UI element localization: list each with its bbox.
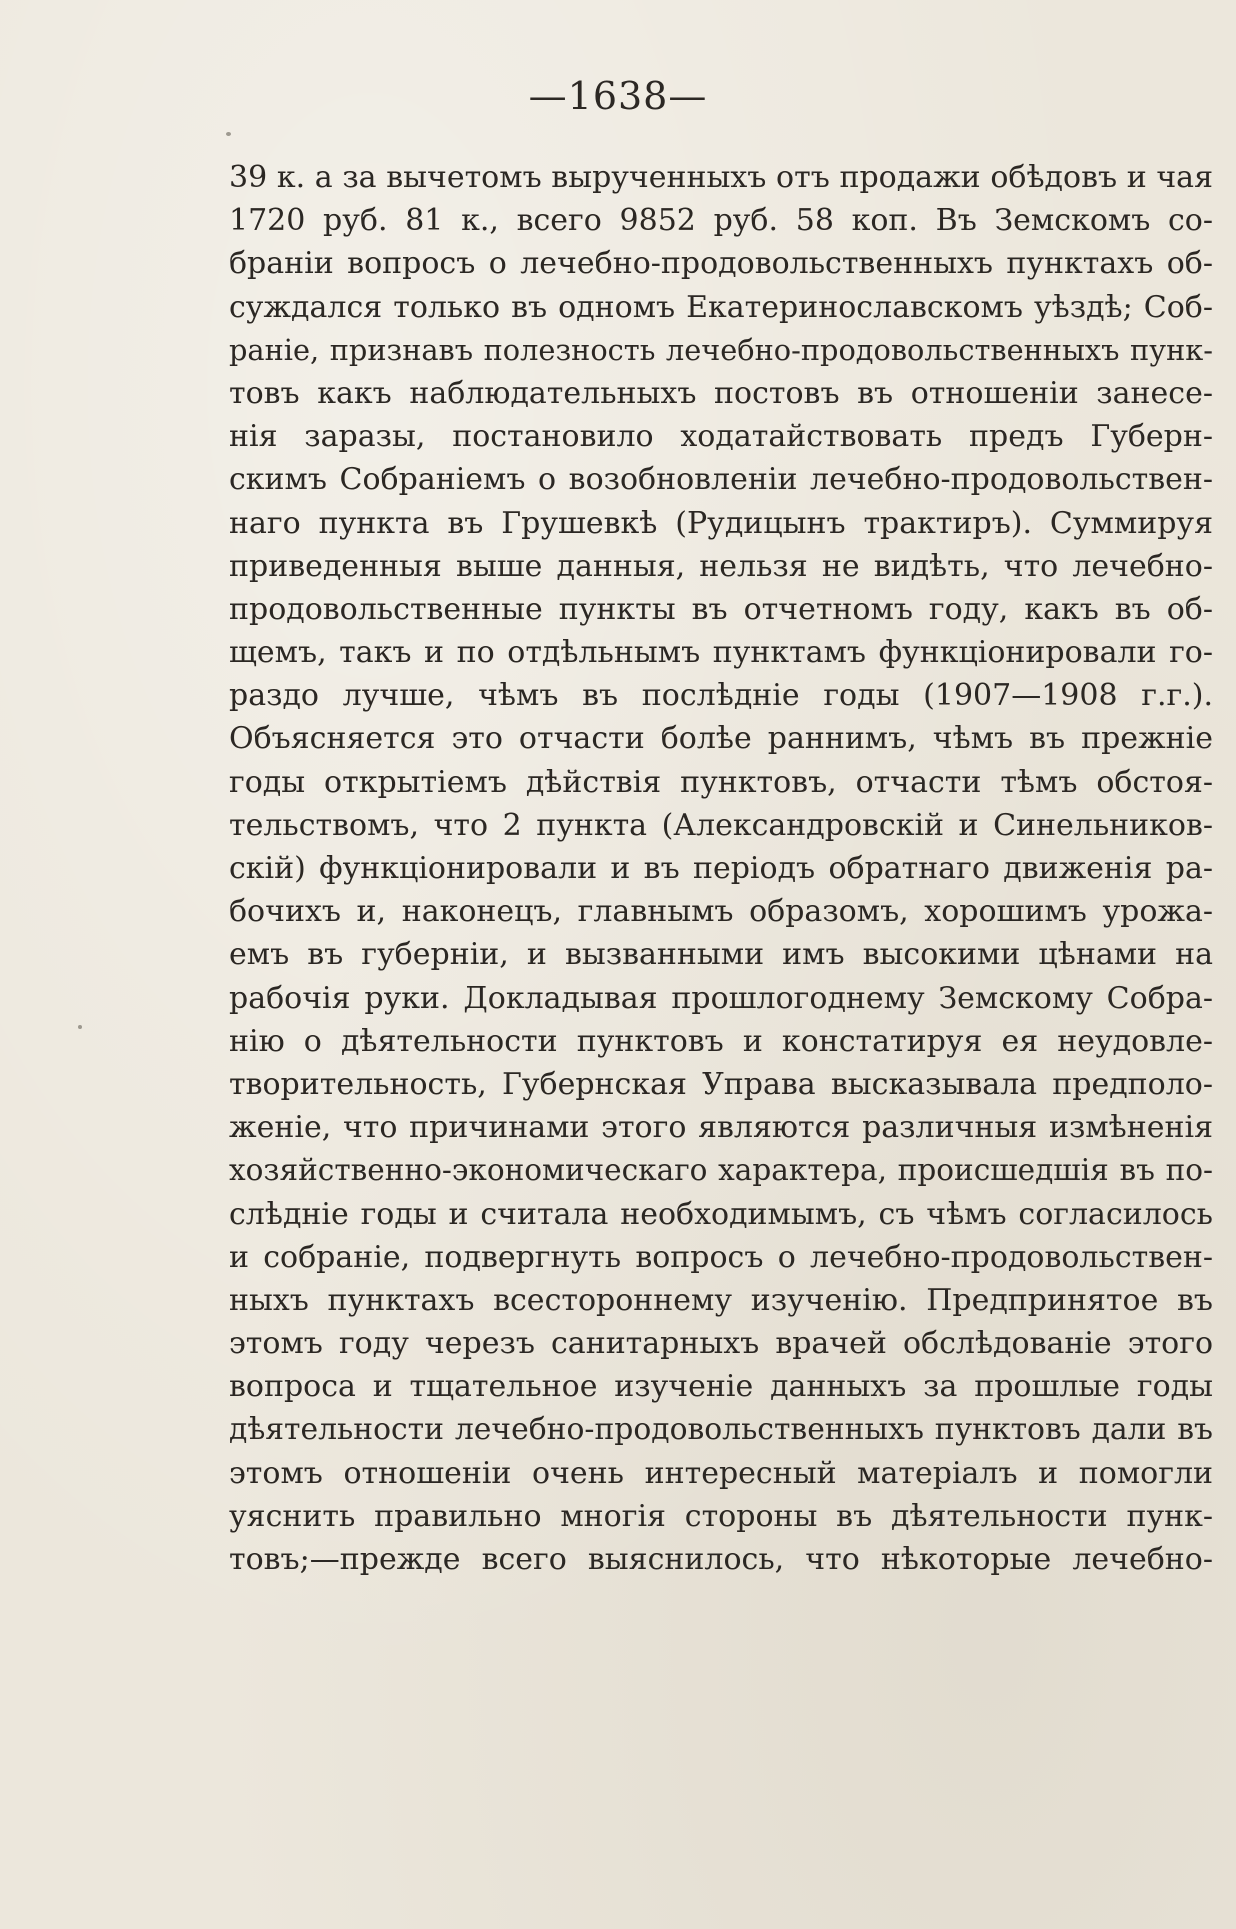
text-line: скiй) функцiонировали и въ перiодъ обратнаго движенiя ра-	[229, 851, 1213, 886]
text-line: ныхъ пунктахъ всестороннему изученiю. Предпринятое въ	[229, 1282, 1213, 1318]
text-line: дѣятельности лечебно-продовольственныхъ пунктовъ дали въ	[229, 1412, 1213, 1448]
text-line: раздо лучше, чѣмъ въ послѣднiе годы (1907—1908 г.г.).	[229, 678, 1213, 714]
text-line: емъ въ губернiи, и вызванными имъ высокими цѣнами на	[229, 937, 1213, 973]
text-line: уяснить правильно многiя стороны въ дѣятельности пунк-	[229, 1498, 1213, 1534]
text-line: слѣднiе годы и считала необходимымъ, съ чѣмъ согласилось	[229, 1196, 1213, 1232]
body-text	[229, 156, 1213, 1581]
text-line: хозяйственно-экономическаго характера, происшедшiя въ по-	[229, 1153, 1213, 1188]
text-line: годы открытiемъ дѣйствiя пунктовъ, отчасти тѣмъ обстоя-	[229, 764, 1213, 800]
text-line: этомъ отношенiи очень интересный матерiалъ и помогли	[229, 1455, 1213, 1491]
text-line: скимъ Собранiемъ о возобновленiи лечебно-продовольствен-	[229, 462, 1213, 498]
text-line: и собранiе, подвергнуть вопросъ о лечебно-продовольствен-	[229, 1239, 1213, 1275]
text-line: приведенныя выше данныя, нельзя не видѣть, что лечебно-	[229, 548, 1213, 584]
page-number: —1638—	[528, 74, 708, 118]
text-line: товъ;—прежде всего выяснилось, что нѣкоторые лечебно-	[229, 1542, 1213, 1577]
text-line: нiя заразы, постановило ходатайствовать предъ Губерн-	[229, 419, 1213, 455]
text-line: 39 к. а за вычетомъ вырученныхъ отъ продажи обѣдовъ и чая	[229, 160, 1213, 195]
text-line: суждался только въ одномъ Екатеринославскомъ уѣздѣ; Соб-	[229, 289, 1213, 325]
text-line: вопроса и тщательное изученiе данныхъ за прошлые годы	[229, 1369, 1213, 1405]
text-line: бочихъ и, наконецъ, главнымъ образомъ, хорошимъ урожа-	[229, 894, 1213, 930]
text-line: женiе, что причинами этого являются различныя измѣненiя	[229, 1110, 1213, 1146]
text-line: 1720 руб. 81 к., всего 9852 руб. 58 коп. Въ Земскомъ со-	[229, 203, 1213, 239]
text-line: наго пункта въ Грушевкѣ (Рудицынъ трактиръ). Суммируя	[229, 505, 1213, 541]
text-line: ранiе, признавъ полезность лечебно-продовольственныхъ пунк-	[229, 332, 1213, 367]
text-line: этомъ году черезъ санитарныхъ врачей обслѣдованiе этого	[229, 1326, 1213, 1362]
ink-speck	[78, 1025, 82, 1029]
ink-speck	[226, 132, 231, 136]
text-line: щемъ, такъ и по отдѣльнымъ пунктамъ функцiонировали го-	[229, 635, 1213, 671]
text-line: нiю о дѣятельности пунктовъ и констатируя ея неудовле-	[229, 1023, 1213, 1059]
text-line: бранiи вопросъ о лечебно-продовольственныхъ пунктахъ об-	[229, 246, 1213, 282]
text-line: товъ какъ наблюдательныхъ постовъ въ отношенiи занесе-	[229, 375, 1213, 411]
text-line: продовольственные пункты въ отчетномъ году, какъ въ об-	[229, 591, 1213, 627]
text-line: тельствомъ, что 2 пункта (Александровскiй и Синельников-	[229, 807, 1213, 843]
text-line: рабочiя руки. Докладывая прошлогоднему Земскому Собра-	[229, 980, 1213, 1016]
text-line: Объясняется это отчасти болѣе раннимъ, чѣмъ въ прежнiе	[229, 721, 1213, 757]
text-line: творительность, Губернская Управа высказывала предполо-	[229, 1066, 1213, 1102]
